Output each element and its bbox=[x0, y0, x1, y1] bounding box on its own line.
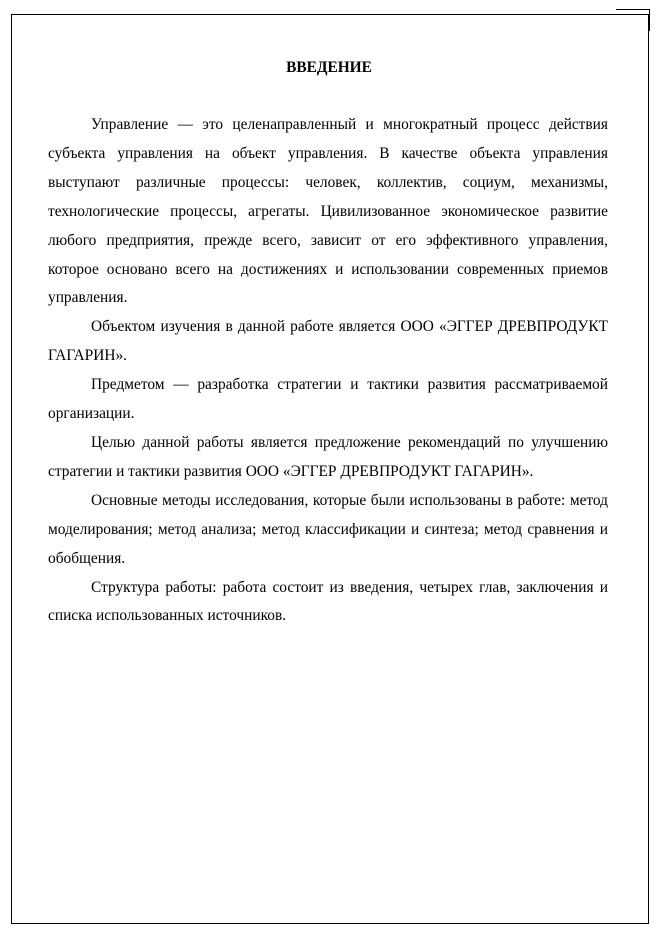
paragraph-management-definition: Управление — это целенаправленный и многократный процесс действия субъекта управления на объект управления. В качестве объекта управления выступают различные процессы: человек, коллектив, социум, механизмы, технологические процессы, агрегаты. Цивилизованное экономическое развитие любого предприятия, прежде всего, зависит от его эффективного управления, которое основано всего на достижениях и использовании современных приемов управления. bbox=[48, 116, 608, 307]
paragraph-object-of-study: Объектом изучения в данной работе является ООО «ЭГГЕР ДРЕВПРОДУКТ ГАГАРИН». bbox=[48, 318, 608, 365]
paragraph-structure: Структура работы: работа состоит из введения, четырех глав, заключения и списка использованных источников. bbox=[48, 578, 608, 625]
paragraph-goal: Целью данной работы является предложение рекомендаций по улучшению стратегии и тактики развития ООО «ЭГГЕР ДРЕВПРОДУКТ ГАГАРИН». bbox=[48, 433, 608, 480]
document-page bbox=[11, 14, 649, 924]
section-title: ВВЕДЕНИЕ bbox=[286, 59, 372, 76]
paragraph-subject: Предметом — разработка стратегии и тактики развития рассматриваемой организации. bbox=[48, 376, 608, 423]
paragraph-methods: Основные методы исследования, которые были использованы в работе: метод моделирования; метод анализа; метод классификации и синтеза; метод сравнения и обобщения. bbox=[48, 491, 608, 567]
document-body bbox=[48, 59, 608, 631]
